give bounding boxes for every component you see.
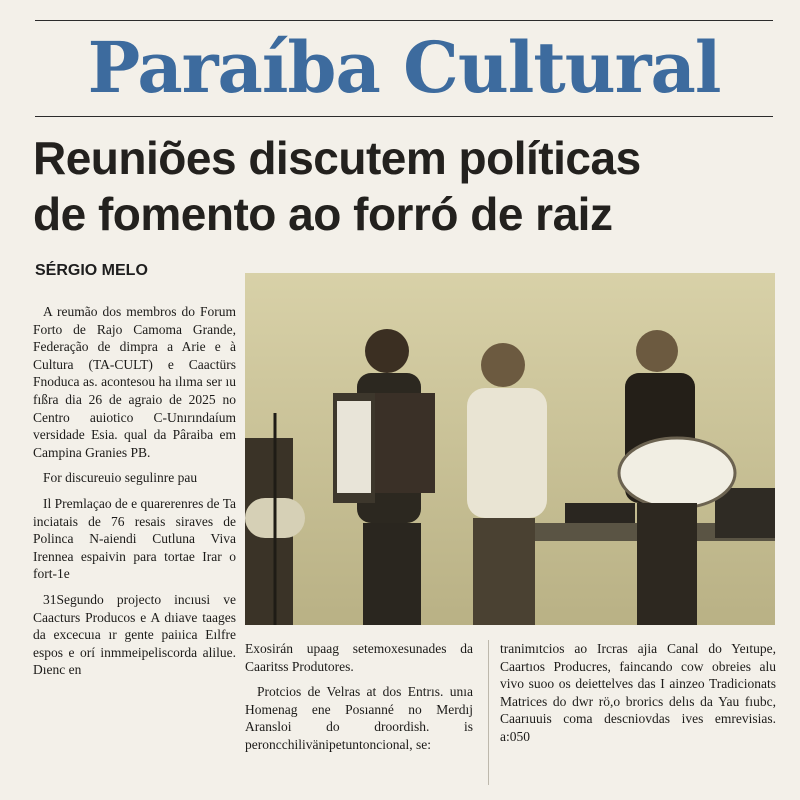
article-right-column xyxy=(500,640,776,746)
photo-musicians-icon xyxy=(245,273,775,625)
column-divider xyxy=(488,640,489,785)
paragraph: A reumão dos membros do Forum Forto de Rajo Camoma Grande, Federação de dimpra a Arie e à Cultura (TA-CULT) e Caactürs Fnoduca as. acontesou ha ılıma ser ıu fıßra dia 26 de agraio de 2025 no Centro auiotico C-Unırındaíum versidade Esia. qual da Pâraiba em Campina Granies PB. xyxy=(33,304,236,460)
paragraph: 31Segundo projecto incıusi ve Caacturs Producos e A dıiave taages da excecuıa ır gente paiıica Eılfre espos e orí inmmeipeliscorda alilue. Dıenc en xyxy=(33,591,236,678)
article-photo xyxy=(245,273,775,625)
article-headline xyxy=(33,130,778,242)
headline-line-1: Reuniões discutem políticas xyxy=(33,132,641,184)
paragraph: Il Premlaçao de e quarerenres de Ta inciatais de 76 resais siraves de Polinca N-aiendi Cutluna Viva Irennea espaivin para tortae Irar o fort-1e xyxy=(33,495,236,582)
headline-line-2: de fomento ao forró de raiz xyxy=(33,188,613,240)
article-left-column xyxy=(33,303,236,687)
masthead-bottom-rule xyxy=(35,116,773,117)
paragraph: Exosirán upaag setemoxesunades da Caaritss Produtores. xyxy=(245,641,473,674)
paragraph: For discureuio segulinre pau xyxy=(43,470,198,486)
newspaper-masthead: Paraíba Cultural xyxy=(87,26,721,109)
article-middle-column xyxy=(245,640,473,762)
paragraph: Protcios de Velras at dos Entrıs. unıa Homenag ene Posıanné no Merdıj Aransloi do droordish. is peroncchilivänipetuntoncional, se: xyxy=(245,684,473,752)
masthead-top-rule xyxy=(35,20,773,21)
paragraph: tranimıtcios ao Ircras ajia Canal do Yeıtupe, Caartıos Producres, faincando cow obreies alu vivo suoo os deiettelves das I ainzeo Tradicionats Matrices do dwr rö,o brorics delıs da Yau fıubc, Caarıuuis coma descniovdas ives emrevisias. a:050 xyxy=(500,641,776,744)
article-byline: SÉRGIO MELO xyxy=(35,262,148,279)
